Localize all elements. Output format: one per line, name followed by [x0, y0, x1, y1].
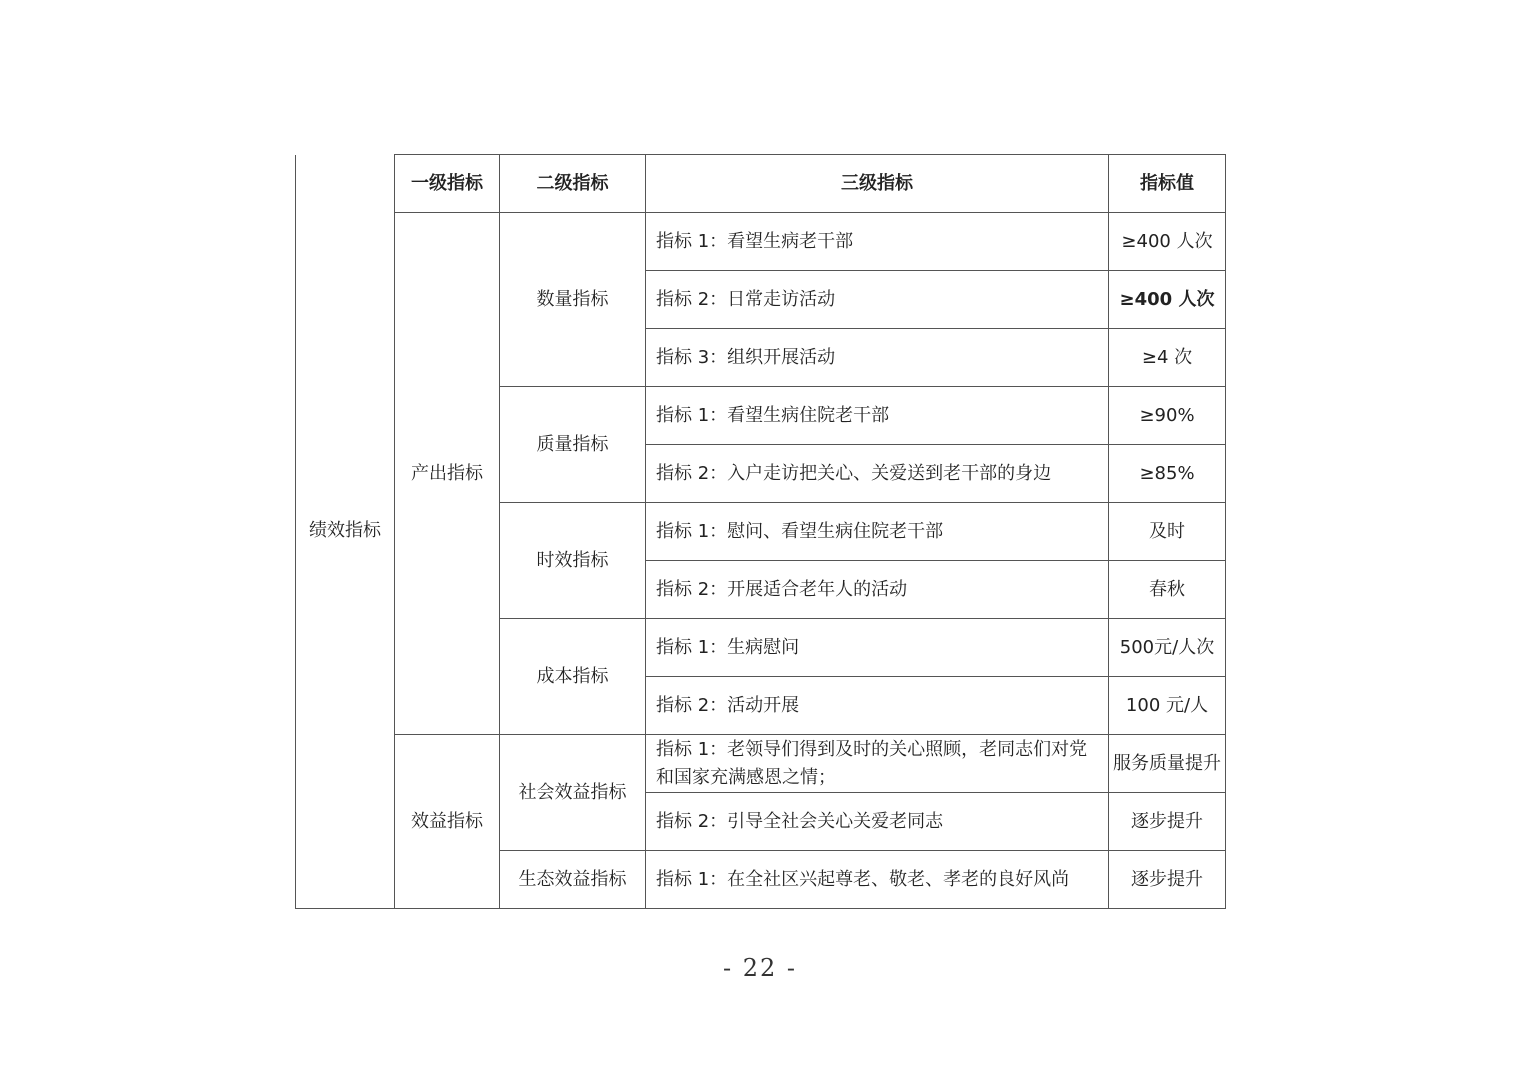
performance-indicator-table	[295, 154, 1226, 909]
indicator-text: 指标 2：入户走访把关心、关爱送到老干部的身边	[646, 445, 1109, 503]
indicator-value: ≥90%	[1109, 387, 1226, 445]
indicator-text: 指标 2：日常走访活动	[646, 271, 1109, 329]
table-row	[296, 213, 1226, 271]
indicator-value: 100 元/人	[1109, 677, 1226, 735]
header-value: 指标值	[1109, 155, 1226, 213]
ecological-benefit-indicator-label: 生态效益指标	[500, 851, 646, 909]
performance-table-container	[295, 154, 1226, 909]
indicator-value: 逐步提升	[1109, 793, 1226, 851]
page-number: - 22 -	[722, 954, 797, 982]
indicator-text: 指标 1：看望生病住院老干部	[646, 387, 1109, 445]
benefit-indicator-label: 效益指标	[395, 735, 500, 909]
indicator-value: 逐步提升	[1109, 851, 1226, 909]
indicator-value: 及时	[1109, 503, 1226, 561]
social-benefit-indicator-label: 社会效益指标	[500, 735, 646, 851]
indicator-text: 指标 2：开展适合老年人的活动	[646, 561, 1109, 619]
header-level1: 一级指标	[395, 155, 500, 213]
indicator-value: ≥400 人次	[1109, 213, 1226, 271]
indicator-text: 指标 1：生病慰问	[646, 619, 1109, 677]
indicator-text: 指标 1：老领导们得到及时的关心照顾，老同志们对党和国家充满感恩之情；	[646, 735, 1109, 793]
quantity-indicator-label: 数量指标	[500, 213, 646, 387]
indicator-text: 指标 2：活动开展	[646, 677, 1109, 735]
quality-indicator-label: 质量指标	[500, 387, 646, 503]
indicator-value: ≥4 次	[1109, 329, 1226, 387]
indicator-text: 指标 1：看望生病老干部	[646, 213, 1109, 271]
table-header-row	[296, 155, 1226, 213]
indicator-text: 指标 1：在全社区兴起尊老、敬老、孝老的良好风尚	[646, 851, 1109, 909]
indicator-value: 500元/人次	[1109, 619, 1226, 677]
indicator-value: ≥85%	[1109, 445, 1226, 503]
indicator-text: 指标 2：引导全社会关心关爱老同志	[646, 793, 1109, 851]
indicator-value: ≥400 人次	[1109, 271, 1226, 329]
indicator-value: 服务质量提升	[1109, 735, 1226, 793]
indicator-text: 指标 3：组织开展活动	[646, 329, 1109, 387]
timeliness-indicator-label: 时效指标	[500, 503, 646, 619]
indicator-value: 春秋	[1109, 561, 1226, 619]
cost-indicator-label: 成本指标	[500, 619, 646, 735]
performance-indicator-label: 绩效指标	[296, 155, 395, 909]
header-level2: 二级指标	[500, 155, 646, 213]
output-indicator-label: 产出指标	[395, 213, 500, 735]
table-row	[296, 735, 1226, 793]
indicator-text: 指标 1：慰问、看望生病住院老干部	[646, 503, 1109, 561]
header-level3: 三级指标	[646, 155, 1109, 213]
